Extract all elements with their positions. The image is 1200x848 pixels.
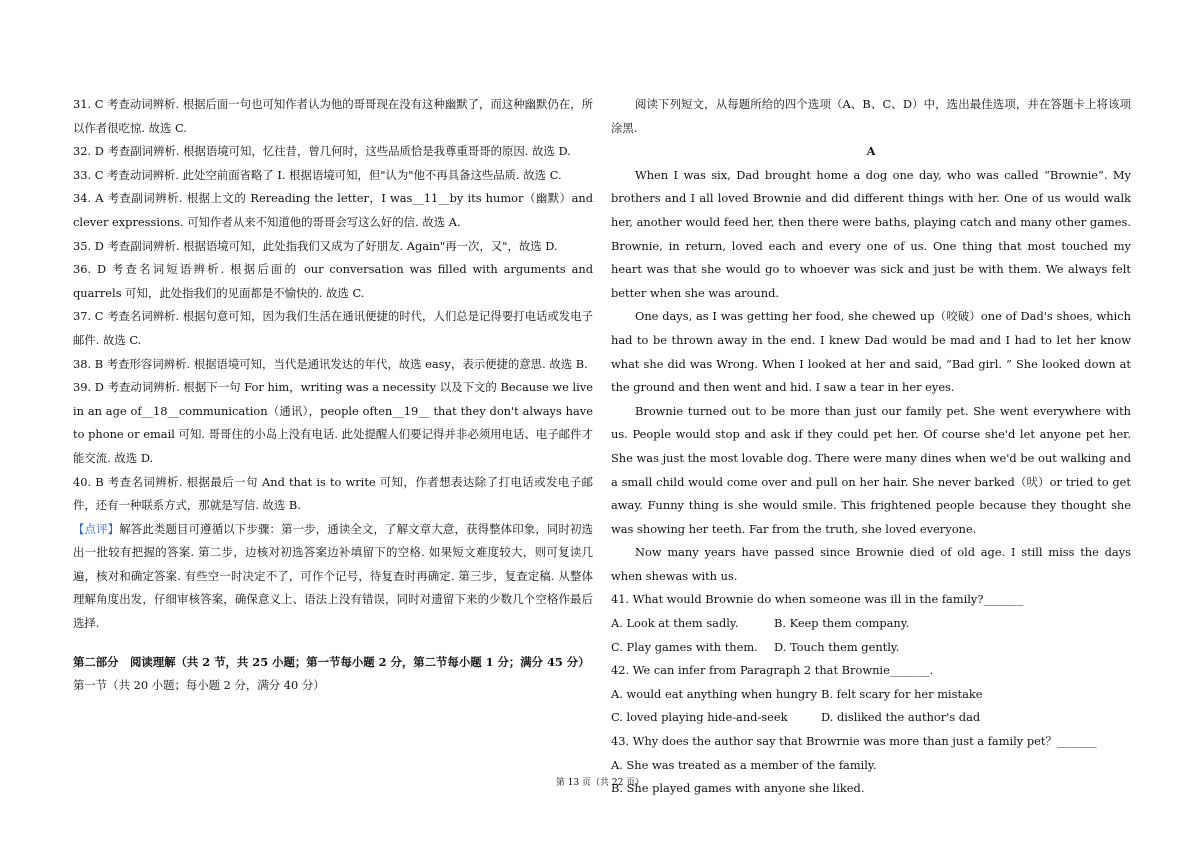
passage-paragraph-4: Now many years have passed since Brownie died of old age. I still miss the days when shewas with us. (611, 545, 1131, 583)
question-41-options-row-2 (611, 636, 1131, 660)
option-a: A. She was treated as a member of the family. (611, 757, 877, 772)
commentary (73, 518, 593, 636)
option-d: D. Touch them gently. (774, 639, 900, 654)
option-b: B. She played games with anyone she liked. (611, 781, 865, 796)
answer-explanation-35: 35. D 考查副词辨析. 根据语境可知，此处指我们又成为了好朋友. Again"再一次，又"，故选 D. (73, 238, 558, 253)
answer-explanation-39: 39. D 考查动词辨析. 根据下一句 For him，writing was a necessity 以及下文的 Because we live in an age of__18__communication（通讯），people often__19__ that they don't always have to phone or email 可知. 哥哥住的小岛上没有电话. 此处提醒人们要记得并非必须用电话、电子邮件才能交流. 故选 D. (73, 380, 593, 465)
option-b: B. felt scary for her mistake (821, 686, 983, 701)
passage-paragraph-1: When I was six, Dad brought home a dog one day, who was called “Brownie”. My brothers and I all loved Brownie and did different things with her. One of us would walk her, another would feed her, then there were baths, playing catch and many other games. Brownie, in return, loved each and every one of us. One thing that most touched my heart was that she would go to whoever was sick and just be with them. We always felt better when she was around. (611, 167, 1131, 300)
page-footer: 第 13 页（共 22 页） (555, 778, 645, 788)
section-title: 第二部分 阅读理解（共 2 节，共 25 小题；第一节每小题 2 分，第二节每小题 1 分；满分 45 分） (73, 654, 590, 669)
answer-explanation-38: 38. B 考查形容词辨析. 根据语境可知，当代是通讯发达的年代，故选 easy，表示便捷的意思. 故选 B. (73, 356, 588, 371)
section-subtitle: 第一节（共 20 小题；每小题 2 分，满分 40 分） (73, 678, 325, 693)
question-42-options-row-1 (611, 683, 1131, 707)
answer-explanation-31: 31. C 考查动词辨析. 根据后面一句也可知作者认为他的哥哥现在没有这种幽默了，而这种幽默仍在，所以作者很吃惊. 故选 C. (73, 97, 593, 135)
spacer (73, 636, 593, 651)
left-column (73, 93, 593, 698)
option-c: C. Play games with them. (611, 639, 758, 654)
right-column (611, 93, 1131, 801)
commentary-text: 解答此类题目可遵循以下步骤：第一步，通读全文，了解文章大意，获得整体印象，同时初选出一批较有把握的答案. 第二步，边核对初选答案边补填留下的空格. 如果短文难度较大，则可复读几遍，核对和确定答案. 有些空一时决定不了，可作个记号，待复查时再确定. 第三步，复查定稿. 从整体理解角度出发，仔细审核答案，确保意义上、语法上没有错误，同时对遗留下来的少数几个空格作最后选择. (73, 521, 593, 631)
answer-explanation-40: 40. B 考查名词辨析. 根据最后一句 And that is to write 可知，作者想表达除了打电话或发电子邮件，还有一种联系方式，那就是写信. 故选 B. (73, 474, 593, 513)
answer-explanation-32: 32. D 考查副词辨析. 根据语境可知，忆往昔，曾几何时，这些品质恰是我尊重哥哥的原因. 故选 D. (73, 144, 571, 159)
question-41-stem: 41. What would Brownie do when someone was ill in the family?_______ (611, 592, 1024, 607)
answer-explanation-33: 33. C 考查动词辨析. 此处空前面省略了 I. 根据语境可知，但"认为"他不再具备这些品质. 故选 C. (73, 167, 562, 182)
answer-explanation-36: 36. D 考查名词短语辨析. 根据后面的 our conversation was filled with arguments and quarrels 可知，此处指我们的见面都是不愉快的. 故选 C. (73, 262, 593, 300)
question-42-options-row-2 (611, 706, 1131, 730)
option-d: D. disliked the author's dad (821, 710, 981, 725)
option-b: B. Keep them company. (774, 616, 910, 631)
passage-label: A (866, 144, 876, 159)
reading-instruction: 阅读下列短文，从每题所给的四个选项（A、B、C、D）中，选出最佳选项，并在答题卡上将该项涂黑. (611, 97, 1131, 135)
option-c: C. loved playing hide-and-seek (611, 710, 788, 725)
answer-explanation-34: 34. A 考查副词辨析. 根据上文的 Rereading the letter，I was__11__by its humor（幽默）and clever expressions. 可知作者从来不知道他的哥哥会写这么好的信. 故选 A. (73, 191, 593, 229)
option-a: A. Look at them sadly. (611, 616, 739, 631)
passage-paragraph-3: Brownie turned out to be more than just our family pet. She went everywhere with us. People would stop and ask if they could pet her. Of course she'd let anyone pet her. She was just the most lovable dog. There were many dines when we'd be out walking and a small child would come over and pull on her hair. She never barked（吠）or tried to get away. Funny thing is she would smile. This frightened people because they thought she was showing her teeth. Far from the truth, she loved everyone. (611, 403, 1131, 536)
question-43-stem: 43. Why does the author say that Browrnie was more than just a family pet？_______ (611, 734, 1097, 749)
answer-explanation-37: 37. C 考查名词辨析. 根据句意可知，因为我们生活在通讯便捷的时代，人们总是记得要打电话或发电子邮件. 故选 C. (73, 309, 593, 347)
option-a: A. would eat anything when hungry (611, 686, 818, 701)
commentary-label: 【点评】 (73, 521, 120, 536)
passage-paragraph-2: One days, as I was getting her food, she chewed up（咬破）one of Dad's shoes, which had to be thrown away in the end. I knew Dad would be mad and I had to let her know what she did was Wrong. When I looked at her and said, “Bad girl. ” She looked down at the ground and then went and hid. I saw a tear in her eyes. (611, 309, 1131, 395)
question-41-options-row-1 (611, 612, 1131, 636)
question-42-stem: 42. We can infer from Paragraph 2 that Brownie_______. (611, 663, 934, 678)
